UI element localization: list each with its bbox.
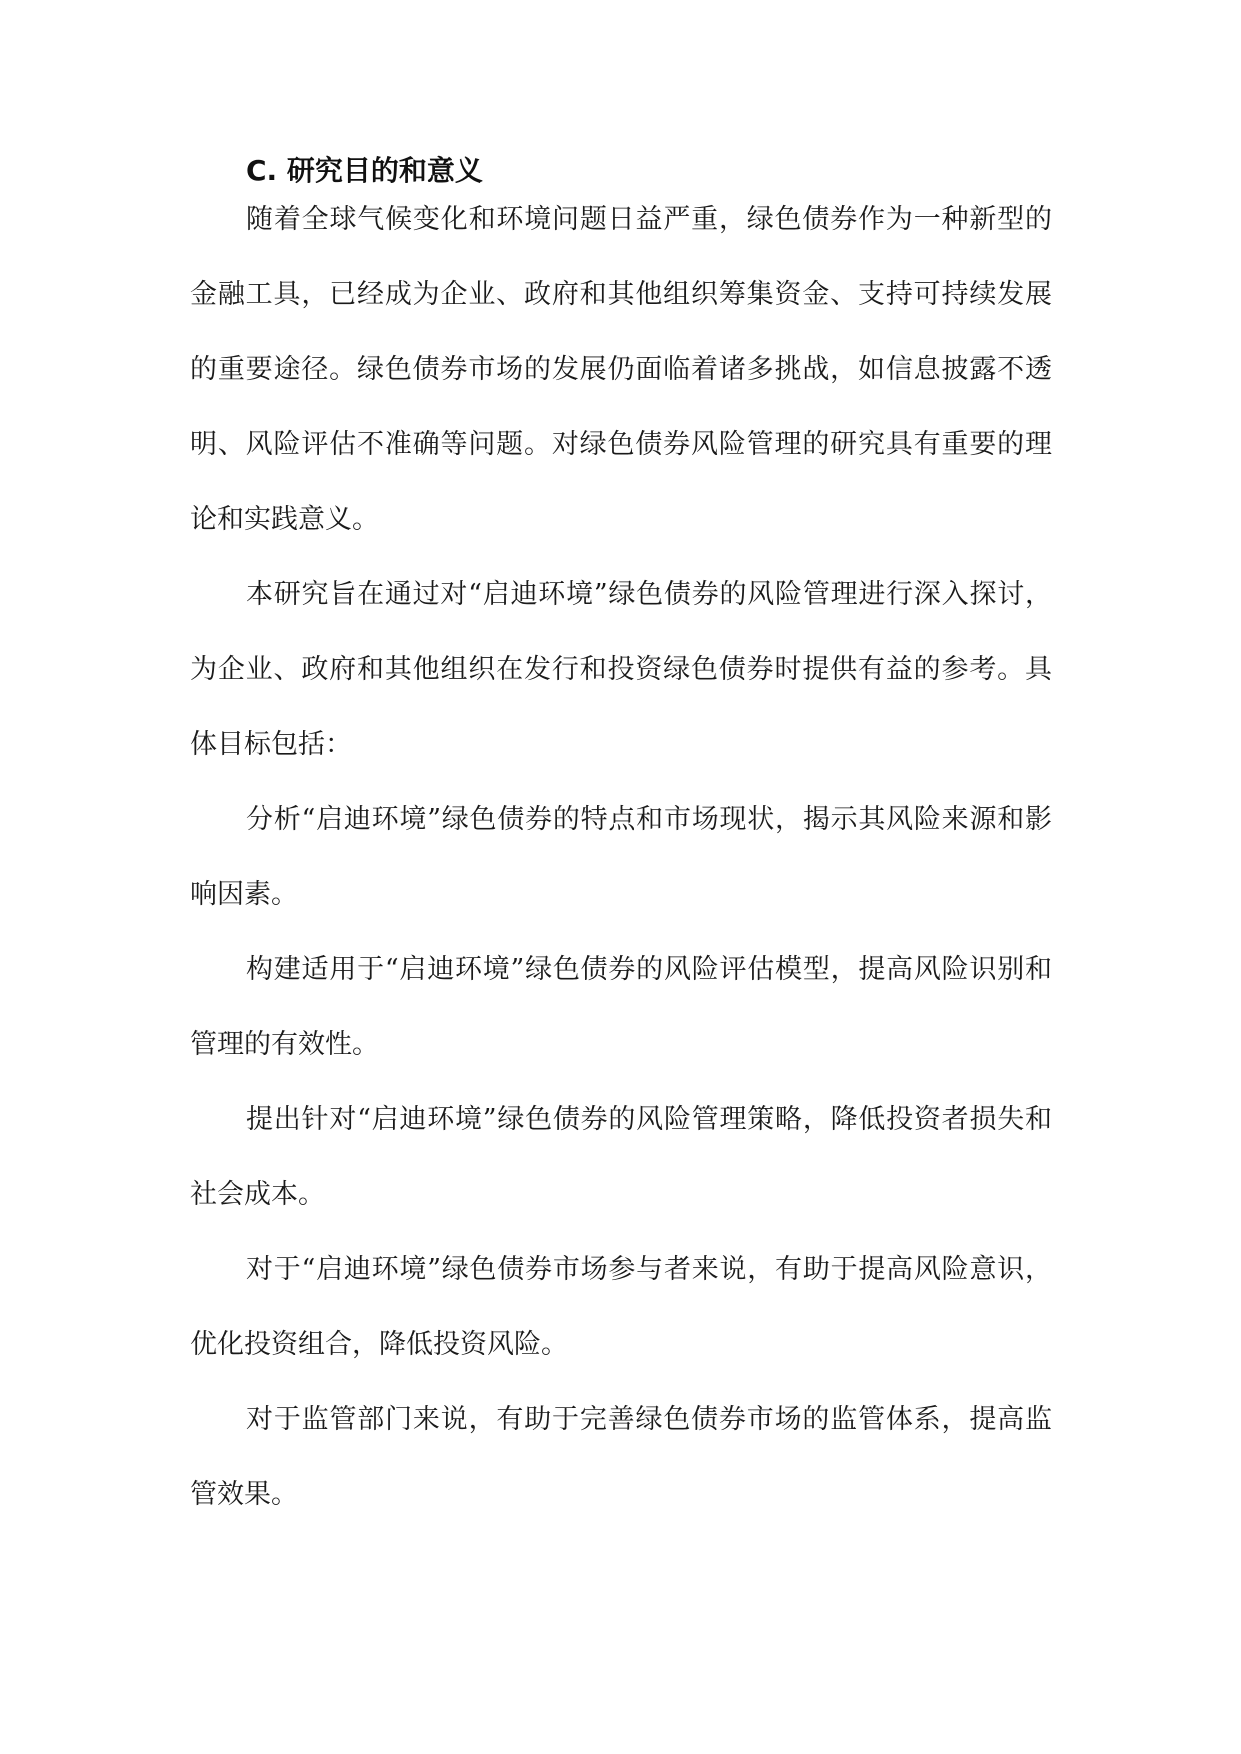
- paragraph-goal-model: 构建适用于“启迪环境”绿色债券的风险评估模型，提高风险识别和管理的有效性。: [190, 954, 1052, 1060]
- paragraph-purpose: 本研究旨在通过对“启迪环境”绿色债券的风险管理进行深入探讨，为企业、政府和其他组织在发行和投资绿色债券时提供有益的参考。具体目标包括：: [190, 579, 1052, 760]
- paragraph-significance-regulators: 对于监管部门来说，有助于完善绿色债券市场的监管体系，提高监管效果。: [190, 1404, 1052, 1510]
- paragraph-goal-analysis: 分析“启迪环境”绿色债券的特点和市场现状，揭示其风险来源和影响因素。: [190, 804, 1052, 910]
- paragraph-significance-participants: 对于“启迪环境”绿色债券市场参与者来说，有助于提高风险意识，优化投资组合，降低投资风险。: [190, 1254, 1052, 1360]
- paragraph-goal-strategy: 提出针对“启迪环境”绿色债券的风险管理策略，降低投资者损失和社会成本。: [190, 1104, 1052, 1210]
- paragraph-background: 随着全球气候变化和环境问题日益严重，绿色债券作为一种新型的金融工具，已经成为企业、政府和其他组织筹集资金、支持可持续发展的重要途径。绿色债券市场的发展仍面临着诸多挑战，如信息披露不透明、风险评估不准确等问题。对绿色债券风险管理的研究具有重要的理论和实践意义。: [190, 204, 1052, 535]
- body-text: [190, 182, 1052, 1532]
- section-heading: C. 研究目的和意义: [246, 154, 483, 187]
